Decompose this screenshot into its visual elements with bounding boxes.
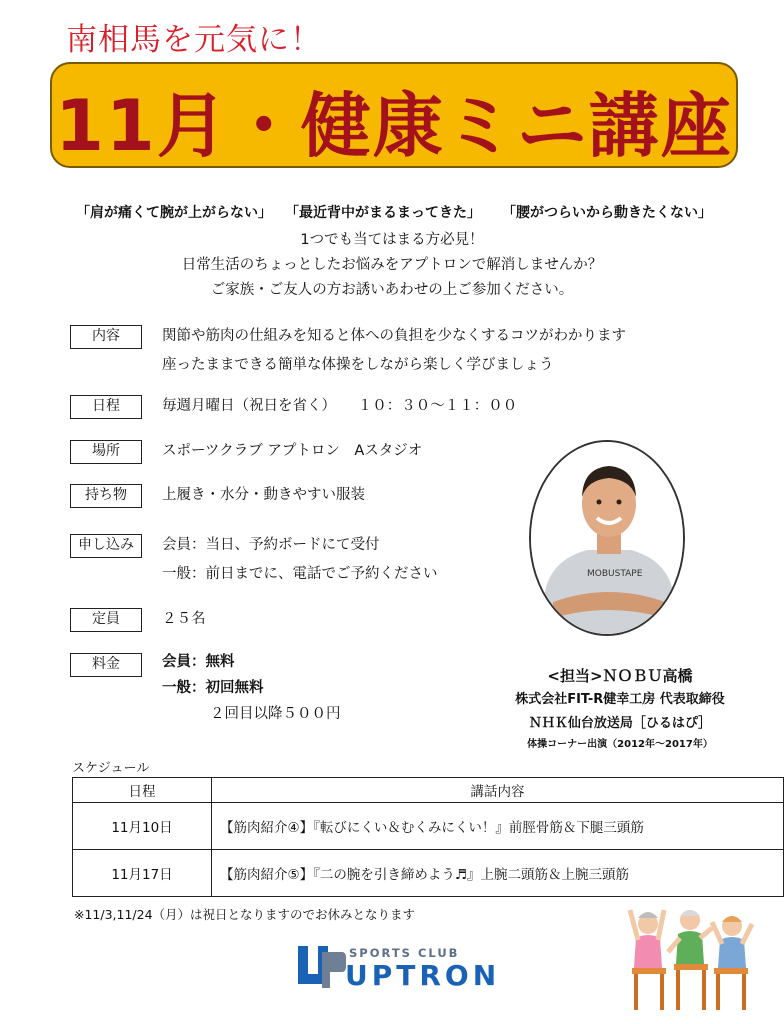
label-content: 内容 [70, 325, 142, 349]
logo-wordmark: UPTRON [345, 959, 501, 992]
apply-line-general: 一般：前日までに、電話でご予約ください [162, 566, 438, 582]
schedule-text: 毎週月曜日（祝日を省く） １０：３０～１１：００ [162, 398, 518, 414]
instructor-show: 体操コーナー出演（2012年～2017年） [527, 739, 713, 750]
items-text: 上履き・水分・動きやすい服装 [162, 487, 365, 503]
label-fee: 料金 [70, 653, 142, 677]
content-text [162, 322, 626, 380]
label-schedule: 日程 [70, 395, 142, 419]
content-line-2: 座ったままできる簡単な体操をしながら楽しく学びましょう [162, 357, 554, 373]
seniors-exercising-illustration-icon [626, 898, 756, 1016]
logo-subtitle: SPORTS CLUB [349, 946, 460, 960]
label-apply: 申し込み [70, 534, 142, 558]
worry-1: 「肩が痛くて腕が上がらない」 [76, 205, 272, 221]
instructor-company: 株式会社FIT-R健幸工房 代表取締役 [515, 692, 725, 707]
fee-member: 会員：無料 [162, 654, 235, 670]
fee-general-repeat: ２回目以降５００円 [210, 706, 341, 722]
row-topic: 【筋肉紹介④】『転びにくい＆むくみにくい！』前脛骨筋＆下腿三頭筋 [212, 803, 784, 850]
row-date: 11月10日 [73, 803, 212, 850]
apply-line-member: 会員：当日、予約ボードにて受付 [162, 537, 380, 553]
intro-text [0, 228, 784, 303]
table-row [73, 850, 784, 897]
holiday-note: ※11/3,11/24（月）は祝日となりますのでお休みとなります [74, 907, 416, 922]
instructor-photo [529, 440, 685, 636]
intro-line-2: 日常生活のちょっとしたお悩みをアプトロンで解消しませんか？ [181, 257, 603, 273]
tagline: 南相馬を元気に！ [66, 22, 322, 58]
fee-general: 一般：初回無料 [162, 680, 264, 696]
intro-line-1: 1つでも当てはまる方必見！ [300, 232, 484, 248]
content-line-1: 関節や筋肉の仕組みを知ると体への負担を少なくするコツがわかります [162, 328, 626, 344]
shirt-text: MOBUSTAPE [587, 569, 643, 579]
schedule-table [72, 777, 784, 897]
intro-line-3: ご家族・ご友人の方お誘いあわせの上ご参加ください。 [210, 282, 574, 298]
header-date: 日程 [73, 778, 212, 803]
instructor-station: ＮＨＫ仙台放送局［ひるはぴ］ [528, 716, 712, 731]
instructor-photo-icon [531, 442, 685, 636]
page-title: 11月・健康ミニ講座 [55, 85, 733, 167]
schedule-title: スケジュール [72, 761, 150, 776]
title-banner [50, 62, 738, 168]
instructor-info [470, 664, 770, 754]
instructor-name: <担当>ＮＯＢＵ高橋 [547, 667, 693, 685]
fee-text [162, 649, 341, 727]
uptron-logo-icon [296, 944, 346, 990]
apply-text [162, 531, 438, 589]
row-date: 11月17日 [73, 850, 212, 897]
table-row [73, 803, 784, 850]
capacity-text: ２５名 [162, 611, 206, 627]
place-text: スポーツクラブ アプトロン Aスタジオ [162, 443, 423, 459]
worry-2: 「最近背中がまるまってきた」 [285, 205, 481, 221]
label-place: 場所 [70, 440, 142, 464]
worry-3: 「腰がつらいから動きたくない」 [502, 205, 712, 221]
table-header-row [73, 778, 784, 803]
row-topic: 【筋肉紹介⑤】『二の腕を引き締めよう♬』上腕二頭筋＆上腕三頭筋 [212, 850, 784, 897]
header-topic: 講話内容 [212, 778, 784, 803]
label-capacity: 定員 [70, 608, 142, 632]
label-items: 持ち物 [70, 484, 142, 508]
